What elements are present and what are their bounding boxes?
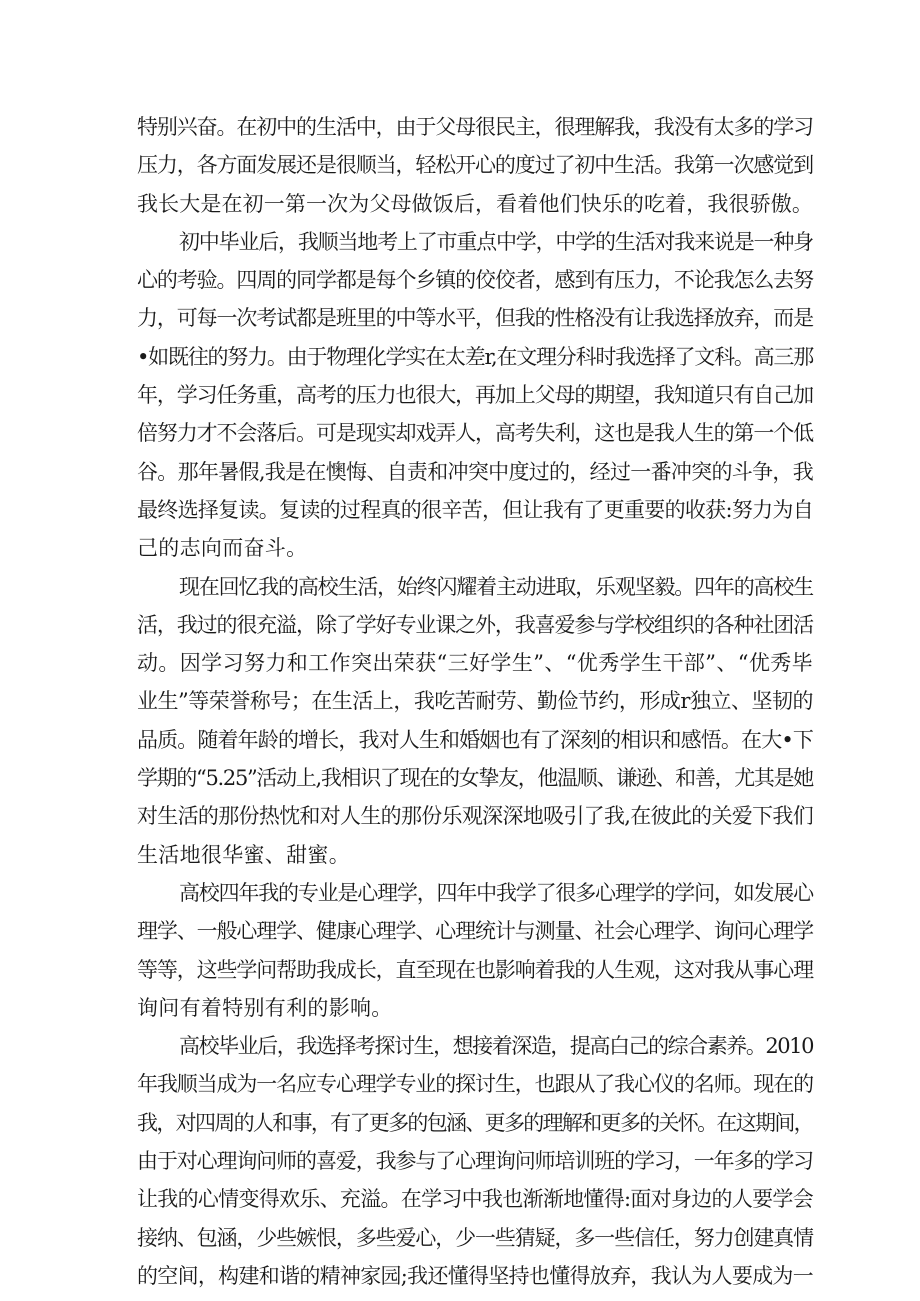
- text-line: 初中毕业后，我顺当地考上了市重点中学，中学的生活对我来说是一种身: [179, 229, 813, 254]
- text-line: 高校四年我的专业是心理学，四年中我学了很多心理学的学问，如发展心: [179, 880, 813, 905]
- text-line: 特别兴奋。在初中的生活中，由于父母很民主，很理解我，我没有太多的学习: [137, 115, 813, 139]
- text-line: 己的志向而奋斗。: [137, 536, 308, 561]
- text-line: 品质。随着年龄的增长，我对人生和婚姻也有了深刻的相识和感悟。在大•下: [137, 727, 813, 752]
- text-line: 生活地很华蜜、甜蜜。: [137, 842, 350, 867]
- text-line: 接纳、包涵，少些嫉恨，多些爱心，少一些猜疑，多一些信任，努力创建真情: [137, 1225, 813, 1250]
- text-line: 活，我过的很充溢，除了学好专业课之外，我喜爱参与学校组织的各种社团活: [137, 612, 813, 637]
- text-line: 由于对心理询问师的喜爱，我参与了心理询问师培训班的学习，一年多的学习: [137, 1149, 813, 1174]
- text-line: 对生活的那份热忱和对人生的那份乐观深深地吸引了我,在彼此的关爱下我们: [137, 804, 813, 829]
- text-line: 学期的“5.25”活动上,我相识了现在的女挚友，他温顺、谦逊、和善，尤其是她: [137, 766, 813, 791]
- text-line: 业生”等荣誉称号；在生活上，我吃苦耐劳、勤俭节约，形成r独立、坚韧的: [137, 689, 813, 714]
- text-line: 动。因学习努力和工作突出荣获“三好学生”、“优秀学生干部”、“优秀毕: [137, 651, 813, 676]
- text-line: 倍努力才不会落后。可是现实却戏弄人，高考失利，这也是我人生的第一个低: [137, 421, 813, 446]
- text-line: 力，可每一次考试都是班里的中等水平，但我的性格没有让我选择放弃，而是: [137, 306, 813, 331]
- text-line: 现在回忆我的高校生活，始终闪耀着主动进取，乐观坚毅。四年的高校生: [179, 574, 813, 599]
- text-line: 理学、一般心理学、健康心理学、心理统计与测量、社会心理学、询问心理学: [137, 919, 813, 944]
- text-line: •如既往的努力。由于物理化学实在太差r,在文理分科时我选择了文科。高三那: [137, 344, 813, 369]
- text-line: 年，学习任务重，高考的压力也很大，再加上父母的期望，我知道只有自己加: [137, 383, 813, 408]
- text-line: 我，对四周的人和事，有了更多的包涵、更多的理解和更多的关怀。在这期间，: [137, 1110, 813, 1135]
- text-line: 压力，各方面发展还是很顺当，轻松开心的度过了初中生活。我第一次感觉到: [137, 153, 813, 178]
- text-line: 高校毕业后，我选择考探讨生，想接着深造，提高白己的综合素养。2010: [179, 1034, 814, 1059]
- text-line: 询问有着特别有利的影响。: [137, 995, 393, 1020]
- text-line: 心的考验。四周的同学都是每个乡镇的佼佼者，感到有压力，不论我怎么去努: [137, 268, 813, 293]
- text-line: 最终选择复读。复读的过程真的很辛苦，但让我有了更重要的收获:努力为自: [137, 497, 813, 522]
- text-line: 的空间，构建和谐的精神家园;我还懂得坚持也懂得放弃，我认为人要成为一: [137, 1263, 813, 1288]
- text-line: 等等，这些学问帮助我成长，直至现在也影响着我的人生观，这对我从事心理: [137, 957, 813, 982]
- text-line: 我长大是在初一第一次为父母做饭后，看着他们快乐的吃着，我很骄傲。: [137, 191, 813, 216]
- document-body: [137, 108, 813, 1295]
- text-line: 年我顺当成为一名应专心理学专业的探讨生，也跟从了我心仪的名师。现在的: [137, 1072, 813, 1097]
- text-line: 谷。那年暑假,我是在懊悔、自责和冲突中度过的，经过一番冲突的斗争，我: [137, 459, 813, 484]
- text-line: 让我的心情变得欢乐、充溢。在学习中我也渐渐地懂得:面对身边的人要学会: [137, 1187, 813, 1212]
